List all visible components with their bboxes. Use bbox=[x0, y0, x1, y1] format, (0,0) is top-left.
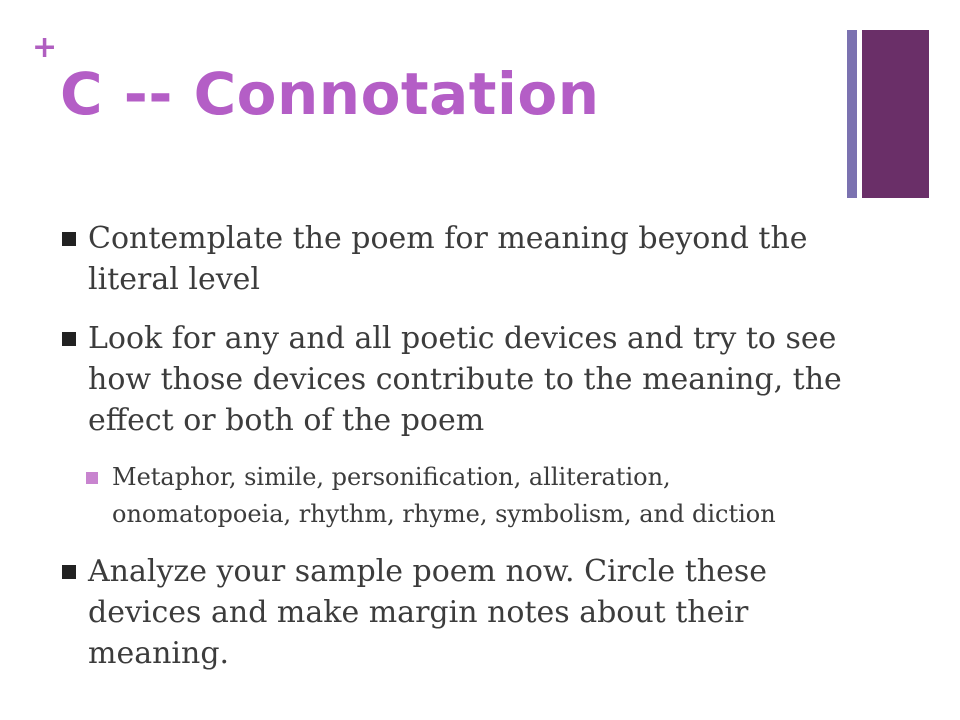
accent-bar-thick bbox=[862, 30, 929, 198]
sub-bullet-text: Metaphor, simile, personification, alliteration, onomatopoeia, rhythm, rhyme, symbolism, and diction bbox=[112, 463, 776, 528]
bullet-list bbox=[62, 218, 852, 692]
bullet-text: Look for any and all poetic devices and try to see how those devices contribute to the meaning, the effect or both of the poem bbox=[88, 321, 842, 438]
slide-title: C -- Connotation bbox=[60, 60, 600, 128]
square-bullet-icon bbox=[62, 332, 76, 346]
square-bullet-icon bbox=[62, 565, 76, 579]
sub-bullet-item bbox=[86, 459, 852, 533]
square-bullet-icon bbox=[62, 232, 76, 246]
bullet-item bbox=[62, 318, 852, 441]
square-bullet-icon bbox=[86, 472, 98, 484]
accent-bar-thin bbox=[847, 30, 857, 198]
bullet-text: Analyze your sample poem now. Circle these devices and make margin notes about their meaning. bbox=[88, 554, 767, 671]
bullet-item bbox=[62, 218, 852, 300]
plus-icon: + bbox=[32, 30, 58, 65]
bullet-text: Contemplate the poem for meaning beyond the literal level bbox=[88, 221, 808, 297]
bullet-item bbox=[62, 551, 852, 674]
